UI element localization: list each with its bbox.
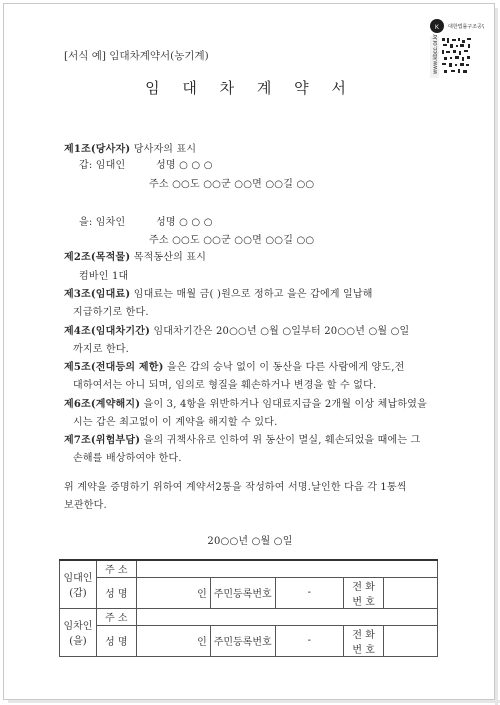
article1-heading: 제1조(당사자) (64, 144, 131, 155)
lessee-address: 주소 ○○도 ○○군 ○○면 ○○길 ○○ (149, 235, 315, 246)
lessor-role-cell (60, 560, 97, 608)
article4-line2: 까지로 한다. (73, 344, 130, 355)
article7-text: 을의 귀책사유로 인하여 위 동산이 멸실, 훼손되었을 때에는 그 (143, 435, 421, 446)
lessor-phone-top: 전 화 (352, 581, 375, 593)
article2-heading: 제2조(목적물) (64, 252, 131, 263)
lessor-phone-field[interactable] (384, 577, 438, 608)
lessee-phone-bottom: 번 호 (352, 644, 375, 656)
lessee-role-cell (60, 608, 97, 656)
lessor-phone-bottom: 번 호 (352, 596, 375, 608)
lessee-address-field[interactable] (136, 608, 437, 625)
svg-text:K: K (434, 25, 440, 31)
article7-heading: 제7조(위험부담) (64, 435, 141, 446)
article2-text: 목적동산의 표시 (133, 252, 207, 263)
contract-date: 20○○년 ○월 ○일 (207, 536, 293, 547)
article3-heading: 제3조(임대료) (64, 289, 131, 300)
lessee-tag: (을) (69, 636, 87, 647)
article3-line2: 지급하기로 한다. (73, 307, 149, 318)
article5-line2: 대하여서는 아니 되며, 임의로 형질을 훼손하거나 변경을 할 수 없다. (73, 380, 377, 391)
lessor-address-field[interactable] (136, 560, 437, 577)
svg-text:대한법률구조공단: 대한법률구조공단 (448, 24, 484, 30)
lessee-label: 을: 임차인 (79, 217, 126, 228)
article5-heading: 제5조(전대등의 제한) (64, 362, 164, 373)
article1-line (64, 140, 196, 155)
article5-text: 을은 갑의 승낙 없이 이 동산을 다른 사람에게 양도,전 (166, 362, 405, 373)
lessee-role: 임차인 (63, 621, 93, 632)
article6-line2: 시는 갑은 최고없이 이 계약을 해지할 수 있다. (73, 417, 278, 428)
closing-line2: 보관한다. (64, 500, 107, 511)
article6-line1 (64, 395, 427, 410)
lessor-name: 성명 ○ ○ ○ (156, 160, 213, 171)
article4-text: 임대차기간은 20○○년 ○월 ○일부터 20○○년 ○월 ○일 (153, 326, 410, 337)
lessor-phone-label (343, 577, 384, 608)
lessee-resident-field[interactable]: - (275, 625, 343, 656)
signature-table (59, 559, 438, 657)
article7-line1 (64, 431, 421, 446)
article5-line1 (64, 358, 404, 373)
article3-line1 (64, 285, 373, 300)
lessee-seal[interactable]: 인 (136, 625, 210, 656)
lessee-phone-label (343, 625, 384, 656)
lessor-address: 주소 ○○도 ○○군 ○○면 ○○길 ○○ (149, 179, 315, 190)
lessor-label: 갑: 임대인 (79, 160, 126, 171)
lessor-address-row (60, 560, 438, 577)
closing-line1: 위 계약을 증명하기 위하여 계약서2통을 작성하여 서명.날인한 다음 각 1통씩 (64, 482, 407, 493)
article2-line (64, 248, 206, 263)
lessee-phone-field[interactable] (384, 625, 438, 656)
lessee-phone-top: 전 화 (352, 629, 375, 641)
lessee-name-row (60, 625, 438, 656)
lessor-seal[interactable]: 인 (136, 577, 210, 608)
document-title: 임 대 차 계 약 서 (145, 79, 355, 97)
form-header: [서식 예] 임대차계약서(농기계) (64, 50, 209, 62)
lessee-address-row (60, 608, 438, 625)
lessee-name: 성명 ○ ○ ○ (156, 217, 213, 228)
lessor-resident-label: 주민등록번호 (210, 577, 275, 608)
article2-item: 컴바인 1대 (79, 271, 129, 282)
lessee-resident-label: 주민등록번호 (210, 625, 275, 656)
lessor-tag: (갑) (69, 588, 87, 600)
lessor-name-row (60, 577, 438, 608)
article7-line2: 손해를 배상하여야 한다. (73, 453, 182, 464)
article6-text: 을이 3, 4항을 위반하거나 임대료지급을 2개월 이상 체납하였을 (143, 399, 427, 410)
lessor-name-label: 성 명 (96, 577, 136, 608)
legal-aid-stamp (424, 16, 484, 80)
article6-heading: 제6조(계약해지) (64, 399, 141, 410)
article4-heading: 제4조(임대차기간) (64, 326, 151, 337)
article1-text: 당사자의 표시 (133, 144, 197, 155)
svg-text:www.kbcc.or.kr: www.kbcc.or.kr (433, 33, 439, 74)
lessee-address-label: 주 소 (96, 608, 136, 625)
lessee-name-label: 성 명 (96, 625, 136, 656)
lessor-role: 임대인 (63, 573, 93, 585)
lessor-resident-field[interactable]: - (275, 577, 343, 608)
article4-line1 (64, 322, 409, 337)
lessor-address-label: 주 소 (96, 560, 136, 577)
article3-text: 임대료는 매월 금( )원으로 정하고 을은 갑에게 일납해 (133, 289, 373, 300)
